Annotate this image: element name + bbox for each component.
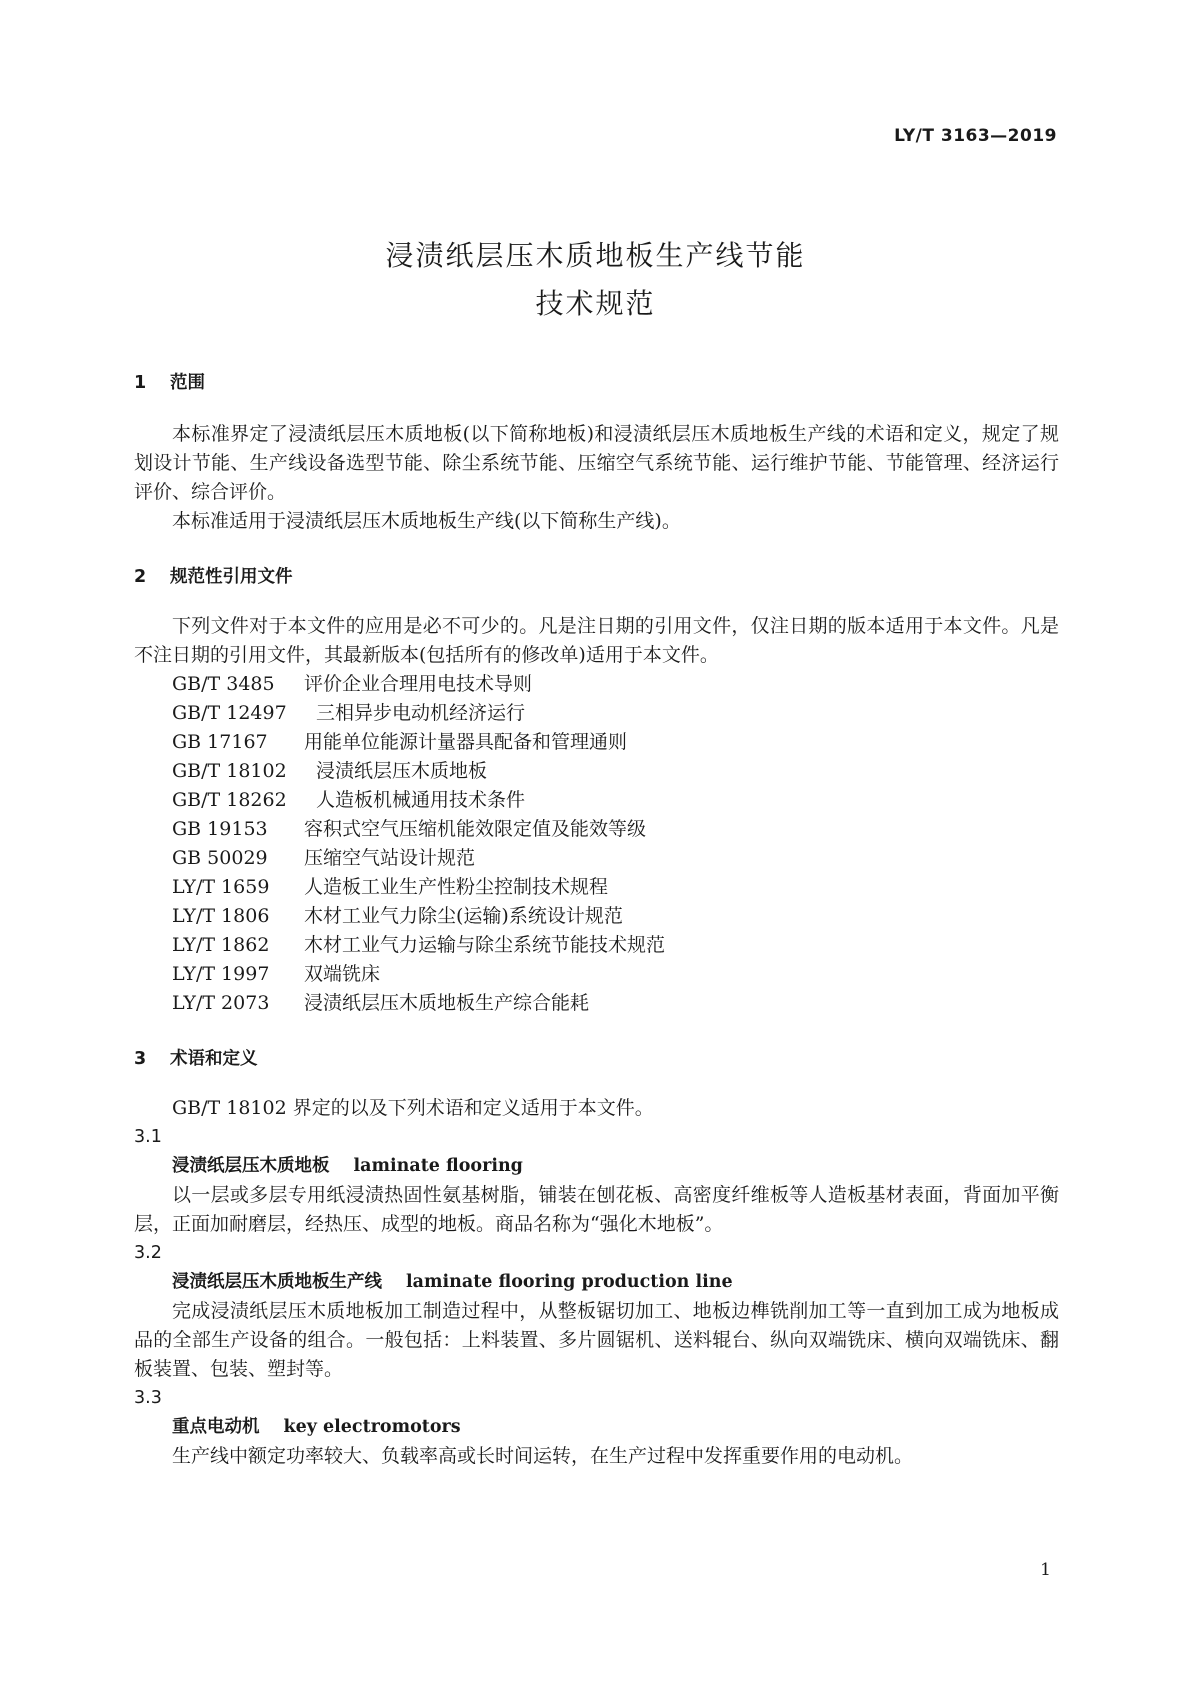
reference-title: 木材工业气力运输与除尘系统节能技术规范 [304, 934, 666, 956]
reference-title: 双端铣床 [304, 963, 381, 985]
term-title [134, 1152, 1059, 1181]
reference-title: 三相异步电动机经济运行 [316, 702, 526, 724]
reference-title: 用能单位能源计量器具配备和管理通则 [304, 731, 628, 753]
term-en: laminate flooring [353, 1156, 523, 1176]
reference-item [134, 757, 1059, 786]
reference-code: GB 50029 [172, 847, 268, 869]
title-line-2: 技术规范 [535, 287, 656, 320]
paragraph: 本标准适用于浸渍纸层压木质地板生产线(以下简称生产线)。 [172, 510, 681, 532]
section-2-heading [134, 562, 1059, 592]
title-line-1: 浸渍纸层压木质地板生产线节能 [385, 239, 806, 272]
term-number: 3.2 [134, 1243, 162, 1263]
term-title [134, 1413, 1059, 1442]
reference-item [134, 844, 1059, 873]
section-number: 3 [134, 1049, 147, 1069]
term-en: key electromotors [283, 1417, 461, 1437]
reference-code: LY/T 1862 [172, 934, 270, 956]
term-definition: 完成浸渍纸层压木质地板加工制造过程中，从整板锯切加工、地板边榫铣削加工等一直到加工成为地板成品的全部生产设备的组合。一般包括：上料装置、多片圆锯机、送料辊台、纵向双端铣床、横向双端铣床、翻板装置、包装、塑封等。 [134, 1300, 1059, 1380]
reference-title: 木材工业气力除尘(运输)系统设计规范 [304, 905, 623, 927]
term-number: 3.3 [134, 1388, 162, 1408]
reference-code: LY/T 2073 [172, 992, 270, 1014]
term-3-2 [134, 1239, 1059, 1384]
term-zh: 浸渍纸层压木质地板生产线 [172, 1272, 382, 1292]
term-title [134, 1268, 1059, 1297]
section-3-heading [134, 1044, 1059, 1074]
term-number: 3.1 [134, 1127, 162, 1147]
section-title: 范围 [170, 373, 205, 393]
section-1-heading [134, 368, 1059, 398]
term-zh: 重点电动机 [172, 1417, 260, 1437]
document-body [134, 368, 1059, 1471]
term-definition: 生产线中额定功率较大、负载率高或长时间运转，在生产过程中发挥重要作用的电动机。 [172, 1445, 914, 1467]
term-zh: 浸渍纸层压木质地板 [172, 1156, 330, 1176]
reference-item [134, 960, 1059, 989]
reference-list [134, 670, 1059, 1018]
term-3-3 [134, 1384, 1059, 1471]
reference-item [134, 902, 1059, 931]
reference-code: GB 19153 [172, 818, 268, 840]
term-definition: 以一层或多层专用纸浸渍热固性氨基树脂，铺装在刨花板、高密度纤维板等人造板基材表面，背面加平衡层，正面加耐磨层，经热压、成型的地板。商品名称为“强化木地板”。 [134, 1184, 1059, 1235]
reference-item [134, 873, 1059, 902]
reference-item [134, 728, 1059, 757]
reference-code: GB/T 3485 [172, 673, 275, 695]
reference-item [134, 670, 1059, 699]
reference-code: GB/T 18102 [172, 760, 287, 782]
paragraph: 本标准界定了浸渍纸层压木质地板(以下简称地板)和浸渍纸层压木质地板生产线的术语和定义，规定了规划设计节能、生产线设备选型节能、除尘系统节能、压缩空气系统节能、运行维护节能、节能管理、经济运行评价、综合评价。 [134, 423, 1059, 503]
reference-code: LY/T 1806 [172, 905, 270, 927]
reference-code: LY/T 1659 [172, 876, 270, 898]
paragraph: GB/T 18102 界定的以及下列术语和定义适用于本文件。 [172, 1097, 654, 1119]
page-number: 1 [1040, 1560, 1051, 1580]
term-en: laminate flooring production line [406, 1272, 733, 1292]
reference-item [134, 931, 1059, 960]
reference-item [134, 815, 1059, 844]
section-title: 术语和定义 [170, 1049, 258, 1069]
standard-code: LY/T 3163—2019 [894, 126, 1057, 146]
document-title [0, 232, 1191, 328]
reference-code: GB/T 12497 [172, 702, 287, 724]
reference-code: GB 17167 [172, 731, 268, 753]
reference-title: 人造板机械通用技术条件 [316, 789, 526, 811]
reference-item [134, 786, 1059, 815]
reference-title: 容积式空气压缩机能效限定值及能效等级 [304, 818, 647, 840]
reference-item [134, 699, 1059, 728]
reference-title: 人造板工业生产性粉尘控制技术规程 [304, 876, 609, 898]
reference-title: 浸渍纸层压木质地板 [316, 760, 488, 782]
reference-code: GB/T 18262 [172, 789, 287, 811]
section-title: 规范性引用文件 [170, 567, 293, 587]
reference-title: 压缩空气站设计规范 [304, 847, 476, 869]
reference-title: 评价企业合理用电技术导则 [304, 673, 533, 695]
section-number: 1 [134, 373, 147, 393]
section-number: 2 [134, 567, 147, 587]
reference-title: 浸渍纸层压木质地板生产综合能耗 [304, 992, 590, 1014]
reference-item [134, 989, 1059, 1018]
term-3-1 [134, 1123, 1059, 1239]
reference-code: LY/T 1997 [172, 963, 270, 985]
paragraph: 下列文件对于本文件的应用是必不可少的。凡是注日期的引用文件，仅注日期的版本适用于本文件。凡是不注日期的引用文件，其最新版本(包括所有的修改单)适用于本文件。 [134, 615, 1059, 666]
